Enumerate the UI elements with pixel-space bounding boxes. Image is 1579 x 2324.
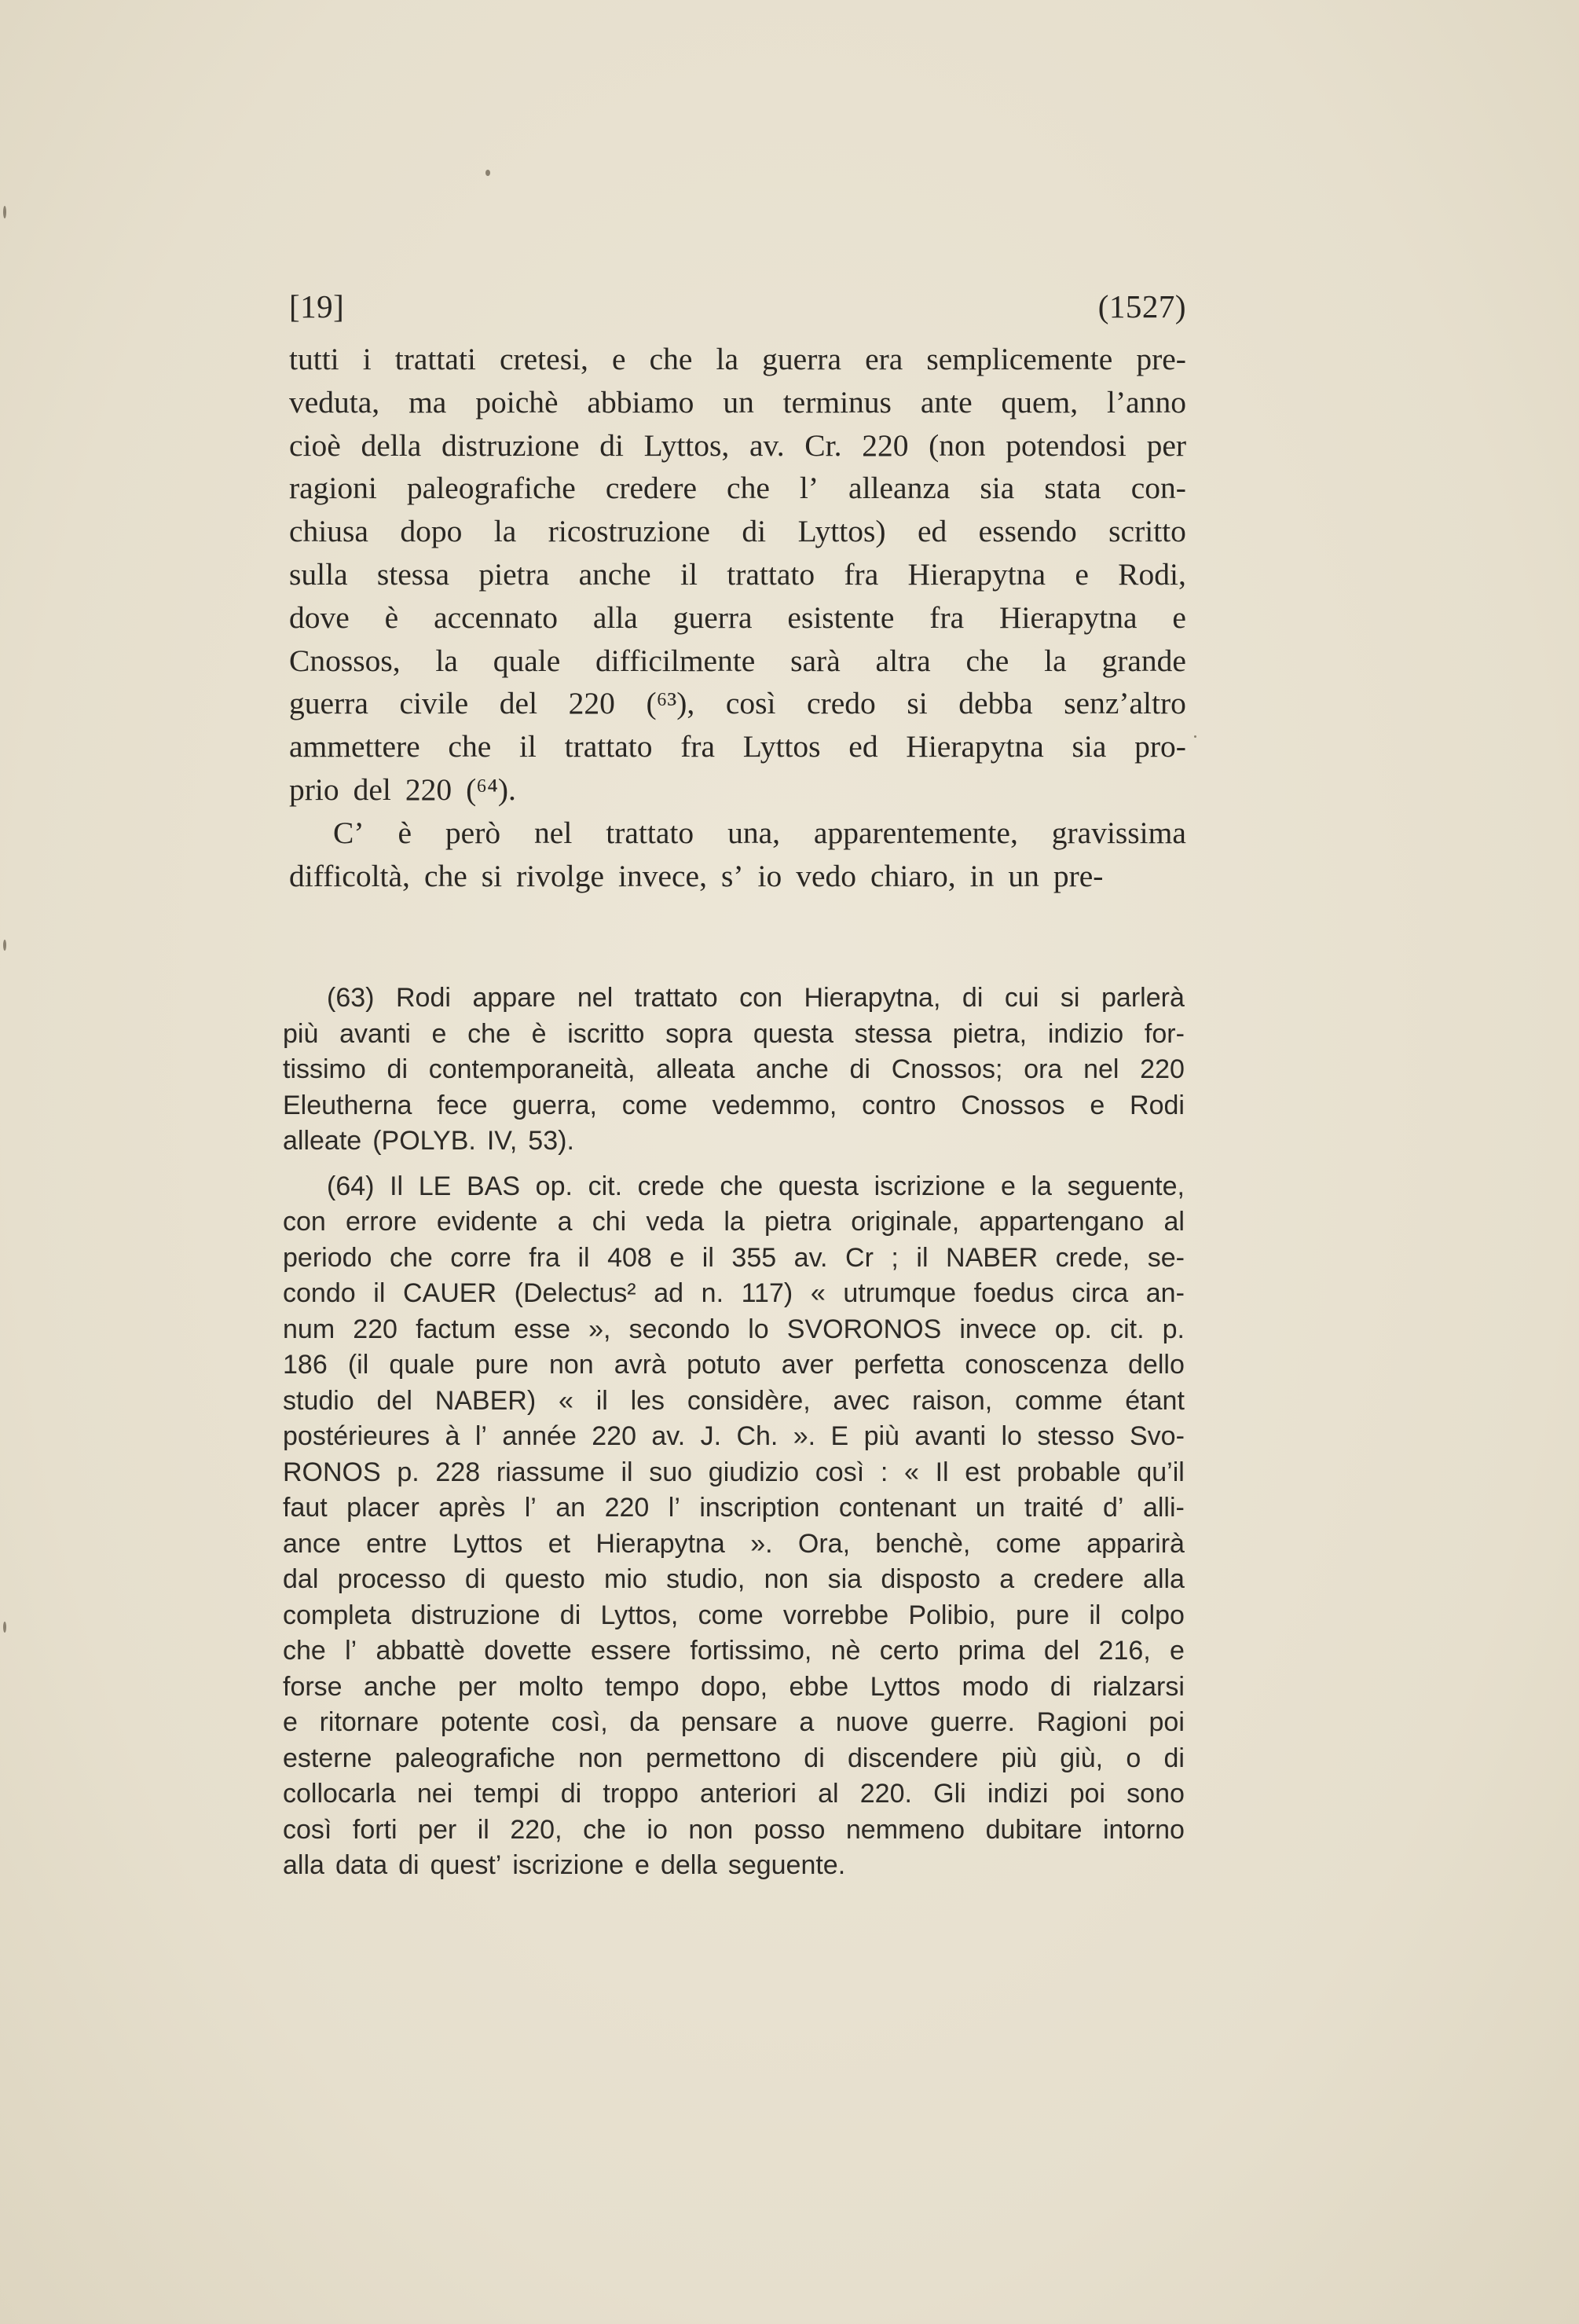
- footnote-line: RONOS p. 228 riassume il suo giudizio così : « Il est probable qu’il: [283, 1457, 1185, 1487]
- page-number-right: (1527): [1097, 288, 1186, 324]
- footnote-line: postérieures à l’ année 220 av. J. Ch. ». E più avanti lo stesso Svo-: [283, 1421, 1185, 1451]
- footnote-line: tissimo di contemporaneità, alleata anche di Cnossos; ora nel 220: [283, 1054, 1185, 1084]
- text-line: ragioni paleografiche credere che l’ alleanza sia stata con-: [289, 471, 1186, 506]
- footnote-line: più avanti e che è iscritto sopra questa stessa pietra, indizio for-: [283, 1018, 1185, 1049]
- footnote-line: Eleutherna fece guerra, come vedemmo, contro Cnossos e Rodi: [283, 1090, 1185, 1120]
- footnote-line: completa distruzione di Lyttos, come vorrebbe Polibio, pure il colpo: [283, 1600, 1185, 1630]
- text-line: Cnossos, la quale difficilmente sarà altra che la grande: [289, 643, 1186, 678]
- paper-speck: [3, 206, 6, 218]
- footnote-line: così forti per il 220, che io non posso nemmeno dubitare intorno: [283, 1814, 1185, 1845]
- footnote-line: 186 (il quale pure non avrà potuto aver perfetta conoscenza dello: [283, 1350, 1185, 1380]
- footnote-line: studio del NABER) « il les considère, avec raison, comme étant: [283, 1385, 1185, 1416]
- footnote-line: condo il CAUER (Delectus² ad n. 117) « utrumque foedus circa an-: [283, 1278, 1185, 1308]
- footnote-line: esterne paleografiche non permettono di discendere più giù, o di: [283, 1743, 1185, 1773]
- footnote-line: collocarla nei tempi di troppo anteriori al 220. Gli indizi poi sono: [283, 1779, 1185, 1809]
- text-line: prio del 220 (⁶⁴).: [289, 772, 516, 807]
- footnotes: [283, 981, 1185, 1884]
- footnote-line: con errore evidente a chi veda la pietra originale, appartengano al: [283, 1207, 1185, 1237]
- text-line: guerra civile del 220 (⁶³), così credo si debba senz’altro: [289, 686, 1186, 721]
- footnote-line: alla data di quest’ iscrizione e della seguente.: [283, 1850, 846, 1880]
- paper-speck: [3, 940, 6, 951]
- text-line: ammettere che il trattato fra Lyttos ed Hierapytna sia pro-: [289, 729, 1186, 764]
- paper-speck: [1194, 735, 1196, 738]
- page-number-left: [19]: [289, 288, 345, 324]
- main-text: [289, 338, 1186, 897]
- text-line: veduta, ma poichè abbiamo un terminus ante quem, l’anno: [289, 384, 1186, 420]
- paper-speck: [485, 170, 490, 176]
- footnote-line: forse anche per molto tempo dopo, ebbe Lyttos modo di rialzarsi: [283, 1671, 1185, 1702]
- text-line: dove è accennato alla guerra esistente fra Hierapytna e: [289, 599, 1186, 635]
- footnote-line: (63) Rodi appare nel trattato con Hierapytna, di cui si parlerà: [327, 983, 1185, 1013]
- text-line: C’ è però nel trattato una, apparentemente, gravissima: [333, 815, 1186, 850]
- text-line: cioè della distruzione di Lyttos, av. Cr. 220 (non potendosi per: [289, 427, 1186, 463]
- footnote-line: faut placer après l’ an 220 l’ inscription contenant un traité d’ alli-: [283, 1493, 1185, 1523]
- footnote-line: dal processo di questo mio studio, non sia disposto a credere alla: [283, 1564, 1185, 1594]
- text-line: sulla stessa pietra anche il trattato fra Hierapytna e Rodi,: [289, 556, 1186, 592]
- footnote-line: (64) Il LE BAS op. cit. crede che questa iscrizione e la seguente,: [327, 1171, 1185, 1201]
- footnote-line: alleate (POLYB. IV, 53).: [283, 1126, 574, 1156]
- text-line: difficoltà, che si rivolge invece, s’ io vedo chiaro, in un pre-: [289, 858, 1104, 893]
- text-line: tutti i trattati cretesi, e che la guerra era semplicemente pre-: [289, 342, 1186, 376]
- footnote-line: periodo che corre fra il 408 e il 355 av. Cr ; il NABER crede, se-: [283, 1242, 1185, 1273]
- paper-speck: [3, 1622, 6, 1633]
- footnote-line: che l’ abbattè dovette essere fortissimo, nè certo prima del 216, e: [283, 1636, 1185, 1666]
- page-header: [289, 288, 1186, 325]
- text-line: chiusa dopo la ricostruzione di Lyttos) ed essendo scritto: [289, 514, 1186, 549]
- footnote-line: e ritornare potente così, da pensare a nuove guerre. Ragioni poi: [283, 1707, 1185, 1737]
- footnote-line: ance entre Lyttos et Hierapytna ». Ora, benchè, come apparirà: [283, 1528, 1185, 1559]
- footnote-line: num 220 factum esse », secondo lo SVORONOS invece op. cit. p.: [283, 1314, 1185, 1344]
